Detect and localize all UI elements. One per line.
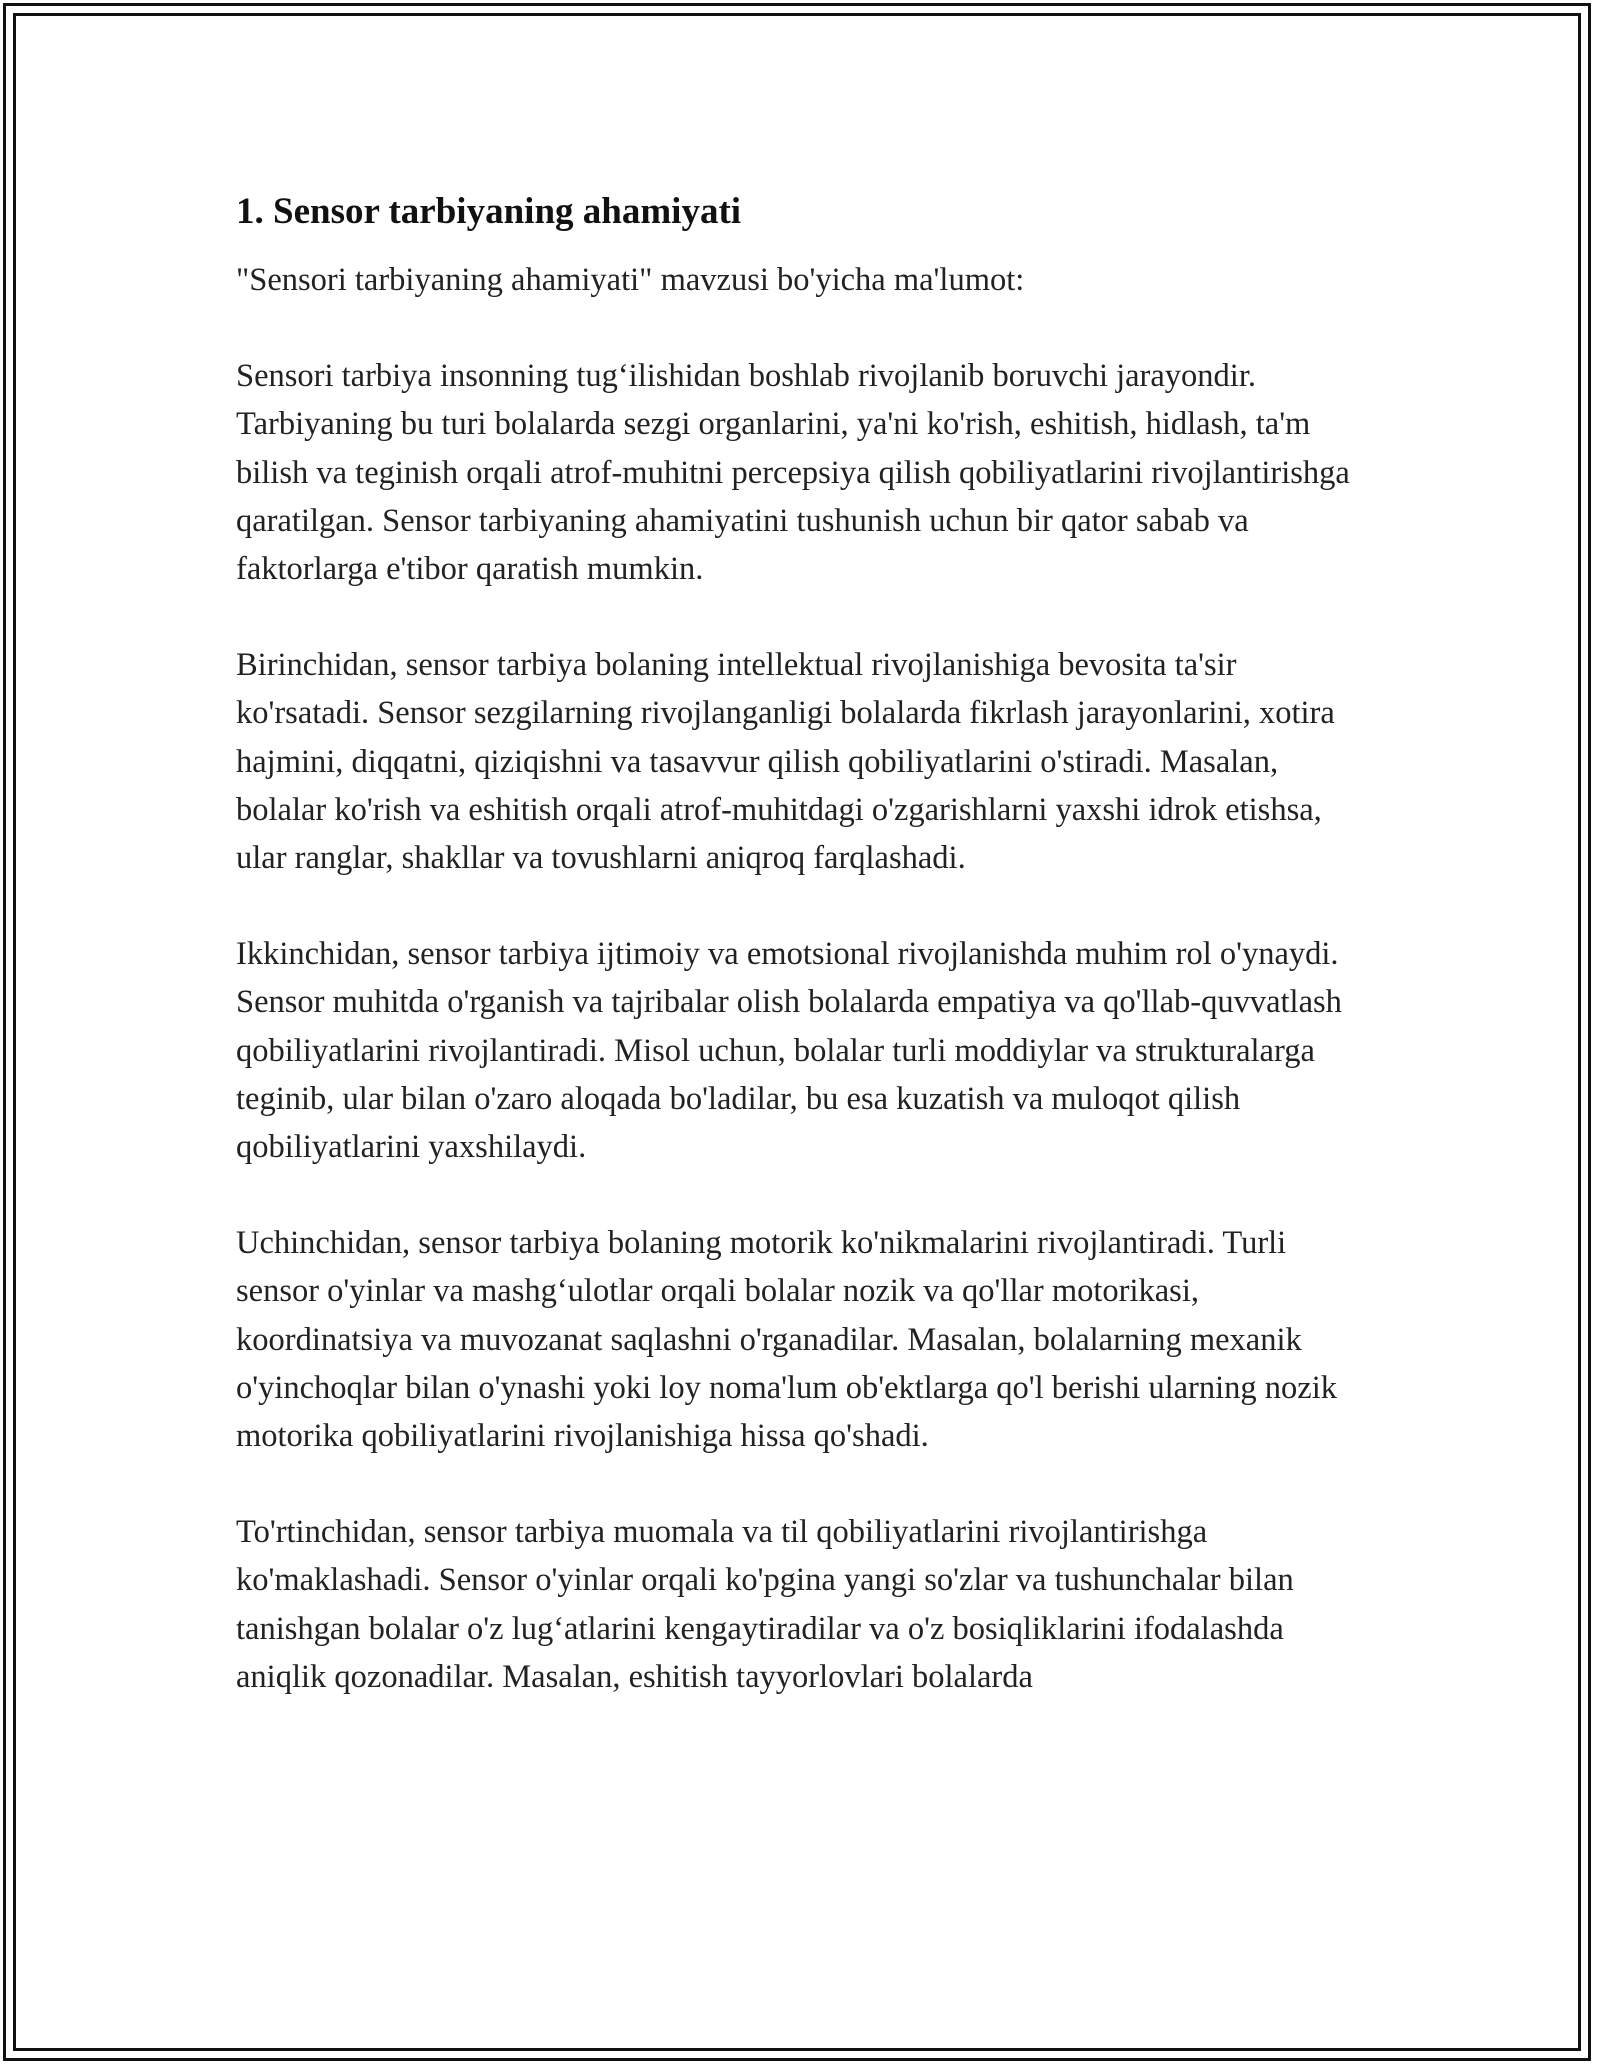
paragraph-1: Sensori tarbiya insonning tug‘ilishidan boshlab rivojlanib boruvchi jarayondir. Tarbiyaning bu turi bolalarda sezgi organlarini, ya'ni ko'rish, eshitish, hidlash, ta'm bilish va teginish orqali atrof-muhitni percepsiya qilish qobiliyatlarini rivojlantirishga qaratilgan. Sensor tarbiyaning ahamiyatini tushunish uchun bir qator sabab va faktorlarga e'tibor qaratish mumkin. <box>236 358 1350 588</box>
paragraph-4: Uchinchidan, sensor tarbiya bolaning motorik ko'nikmalarini rivojlantiradi. Turli sensor o'yinlar va mashg‘ulotlar orqali bolalar nozik va qo'llar motorikasi, koordinatsiya va muvozanat saqlashni o'rganadilar. Masalan, bolalarning mexanik o'yinchoqlar bilan o'ynashi yoki loy noma'lum ob'ektlarga qo'l berishi ularning nozik motorika qobiliyatlarini rivojlanishiga hissa qo'shadi. <box>236 1225 1337 1455</box>
paragraph-3: Ikkinchidan, sensor tarbiya ijtimoiy va emotsional rivojlanishda muhim rol o'ynaydi. Sensor muhitda o'rganish va tajribalar olish bolalarda empatiya va qo'llab-quvvatlash qobiliyatlarini rivojlantiradi. Misol uchun, bolalar turli moddiylar va strukturalarga teginib, ular bilan o'zaro aloqada bo'ladilar, bu esa kuzatish va muloqot qilish qobiliyatlarini yaxshilaydi. <box>236 936 1342 1166</box>
document-body <box>236 188 1376 1749</box>
paragraph-5: To'rtinchidan, sensor tarbiya muomala va til qobiliyatlarini rivojlantirishga ko'maklashadi. Sensor o'yinlar orqali ko'pgina yangi so'zlar va tushunchalar bilan tanishgan bolalar o'z lug‘atlarini kengaytiradilar va o'z bosiqliklarini ifodalashda aniqlik qozonadilar. Masalan, eshitish tayyorlovlari bolalarda <box>236 1514 1294 1695</box>
section-heading: 1. Sensor tarbiyaning ahamiyati <box>236 191 742 232</box>
paragraph-2: Birinchidan, sensor tarbiya bolaning intellektual rivojlanishiga bevosita ta'sir ko'rsatadi. Sensor sezgilarning rivojlanganligi bolalarda fikrlash jarayonlarini, xotira hajmini, diqqatni, qiziqishni va tasavvur qilish qobiliyatlarini o'stiradi. Masalan, bolalar ko'rish va eshitish orqali atrof-muhitdagi o'zgarishlarni yaxshi idrok etishsa, ular ranglar, shakllar va tovushlarni aniqroq farqlashadi. <box>236 647 1335 877</box>
intro-line: "Sensori tarbiyaning ahamiyati" mavzusi bo'yicha ma'lumot: <box>236 262 1025 298</box>
